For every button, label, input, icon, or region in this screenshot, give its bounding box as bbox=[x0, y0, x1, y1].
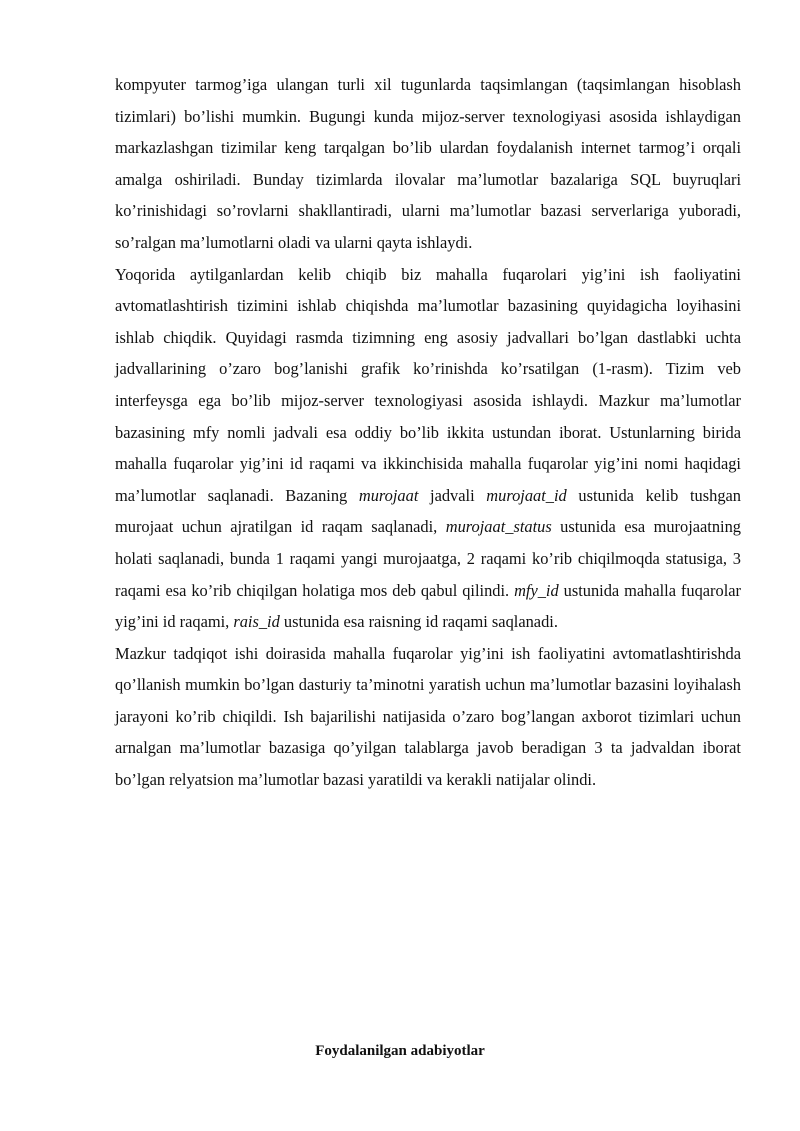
paragraph-conclusion bbox=[115, 638, 741, 796]
italic-term: murojaat_id bbox=[486, 485, 567, 505]
text-run: ustunida esa murojaatning holati saqlanadi, bunda 1 raqami yangi murojaatga, 2 raqami ko’rib chiqilmoqda statusiga, 3 raqami esa ko’rib chiqilgan holatiga mos deb qabul qilindi. bbox=[115, 517, 741, 600]
paragraph-database-design bbox=[115, 259, 741, 638]
italic-term: murojaat bbox=[358, 485, 419, 505]
document-body bbox=[115, 69, 741, 796]
italic-term: mfy_id bbox=[514, 580, 559, 600]
text-run: kompyuter tarmog’iga ulangan turli xil tugunlarda taqsimlangan (taqsimlangan hisoblash tizimlari) bo’lishi mumkin. Bugungi kunda mijoz-server texnologiyasi asosida ishlaydigan markazlashgan tizimilar keng tarqalgan bo’lib ulardan foydalanish internet tarmog’i orqali amalga oshiriladi. Bunday tizimlarda ilovalar ma’lumotlar bazalariga SQL buyruqlari ko’rinishidagi so’rovlarni shakllantiradi, ularni ma’lumotlar bazasi serverlariga yuboradi, so’ralgan ma’lumotlarni oladi va ularni qayta ishlaydi. bbox=[115, 75, 741, 252]
text-run: ustunida kelib tushgan murojaat uchun ajratilgan id raqam saqlanadi, bbox=[115, 485, 741, 537]
text-run: ustunida mahalla fuqarolar yig’ini id raqami, bbox=[115, 580, 741, 632]
text-run: jadvali bbox=[418, 485, 487, 505]
italic-term: murojaat_status bbox=[445, 517, 552, 537]
text-run: Mazkur tadqiqot ishi doirasida mahalla fuqarolar yig’ini ish faoliyatini avtomatlashtirishda qo’llanish mumkin bo’lgan dasturiy ta’minotni yaratish uchun ma’lumotlar bazasini loyihalash jarayoni ko’rib chiqildi. Ish bajarilishi natijasida o’zaro bog’langan axborot tizimlari uchun arnalgan ma’lumotlar bazasiga qo’yilgan talablarga javob beradigan 3 ta jadvaldan iborat bo’lgan relyatsion ma’lumotlar bazasi yaratildi va kerakli natijalar olindi. bbox=[115, 643, 741, 790]
text-run: ustunida esa raisning id raqami saqlanadi. bbox=[279, 612, 558, 632]
text-run: Yoqorida aytilganlardan kelib chiqib biz mahalla fuqarolari yig’ini ish faoliyatini avtomatlashtirish tizimini ishlab chiqishda ma’lumotlar bazasining quyidagicha loyihasini ishlab chiqdik. Quyidagi rasmda tizimning eng asosiy jadvallari bo’lgan dastlabki uchta jadvallarining o’zaro bog’lanishi grafik ko’rinishda ko’rsatilgan (1-rasm). Tizim veb interfeysga ega bo’lib mijoz-server texnologiyasi asosida ishlaydi. Mazkur ma’lumotlar bazasining mfy nomli jadvali esa oddiy bo’lib ikkita ustundan iborat. Ustunlarning birida mahalla fuqarolar yig’ini id raqami va ikkinchisida mahalla fuqarolar yig’ini nomi haqidagi ma’lumotlar saqlanadi. Bazaning bbox=[115, 264, 741, 505]
references-heading bbox=[0, 1041, 800, 1061]
paragraph-intro bbox=[115, 69, 741, 259]
references-heading-text: Foydalanilgan adabiyotlar bbox=[315, 1043, 485, 1060]
italic-term: rais_id bbox=[233, 612, 280, 632]
